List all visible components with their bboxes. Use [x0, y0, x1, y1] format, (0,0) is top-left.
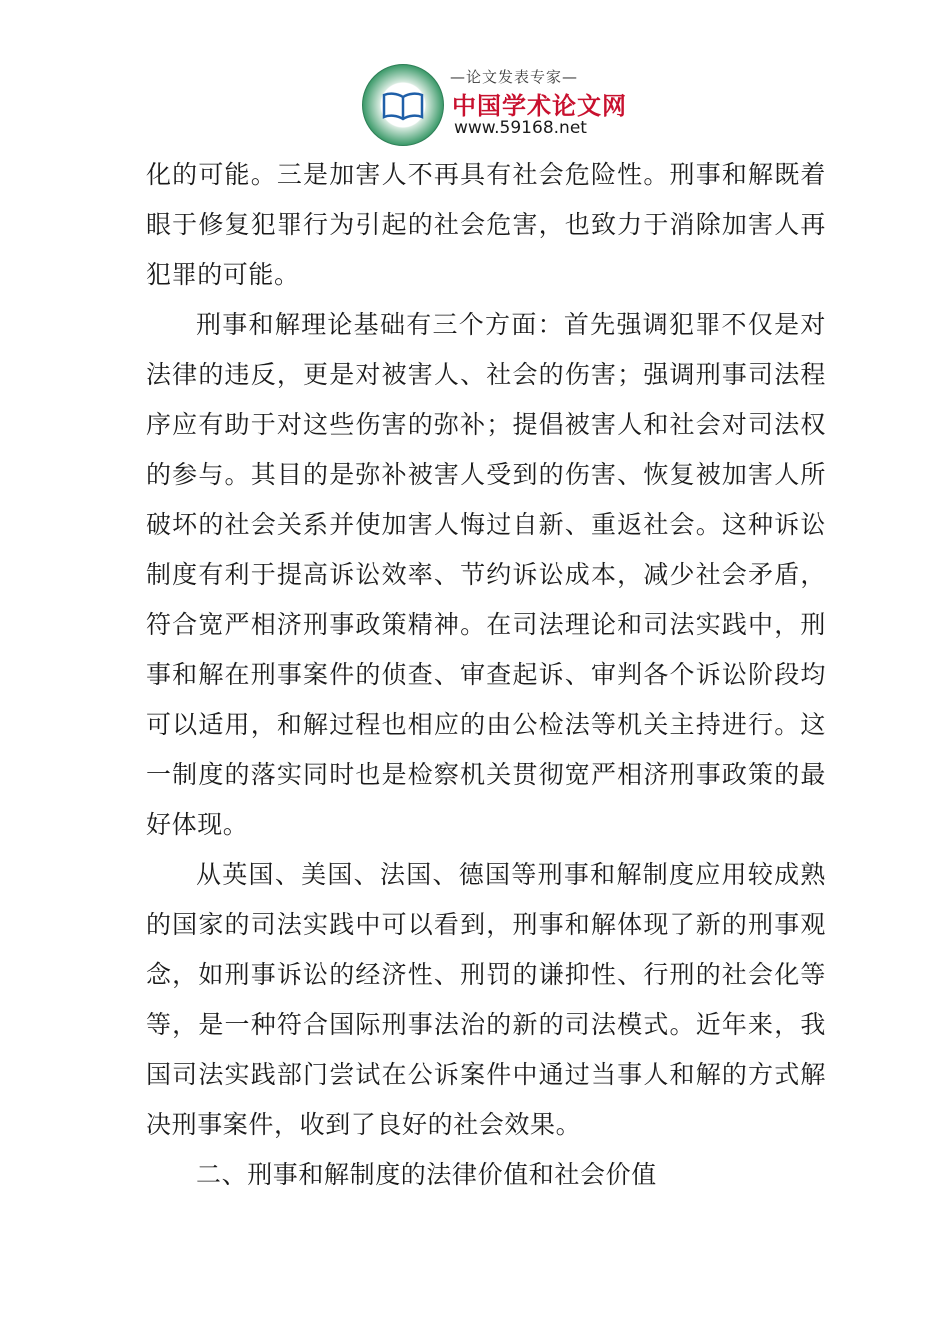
section-heading: 二、刑事和解制度的法律价值和社会价值: [196, 1160, 657, 1189]
paragraph-1: 化的可能。三是加害人不再具有社会危险性。刑事和解既着眼于修复犯罪行为引起的社会危害，也致力于消除加害人再犯罪的可能。: [146, 160, 826, 289]
paragraph-2: 刑事和解理论基础有三个方面：首先强调犯罪不仅是对法律的违反，更是对被害人、社会的伤害；强调刑事司法程序应有助于对这些伤害的弥补；提倡被害人和社会对司法权的参与。其目的是弥补被害人受到的伤害、恢复被加害人所破坏的社会关系并使加害人悔过自新、重返社会。这种诉讼制度有利于提高诉讼效率、节约诉讼成本，减少社会矛盾，符合宽严相济刑事政策精神。在司法理论和司法实践中，刑事和解在刑事案件的侦查、审查起诉、审判各个诉讼阶段均可以适用，和解过程也相应的由公检法等机关主持进行。这一制度的落实同时也是检察机关贯彻宽严相济刑事政策的最好体现。: [146, 310, 826, 839]
document-body: [146, 150, 826, 1200]
open-book-icon: [381, 91, 425, 121]
logo-url: www.59168.net: [454, 118, 587, 138]
logo-tagline: —论文发表专家—: [450, 68, 579, 86]
paragraph-3: 从英国、美国、法国、德国等刑事和解制度应用较成熟的国家的司法实践中可以看到，刑事和解体现了新的刑事观念，如刑事诉讼的经济性、刑罚的谦抑性、行刑的社会化等等，是一种符合国际刑事法治的新的司法模式。近年来，我国司法实践部门尝试在公诉案件中通过当事人和解的方式解决刑事案件，收到了良好的社会效果。: [146, 860, 826, 1139]
logo-site-name: 中国学术论文网: [452, 92, 627, 120]
logo-emblem: [362, 64, 444, 146]
site-logo: [362, 62, 627, 144]
